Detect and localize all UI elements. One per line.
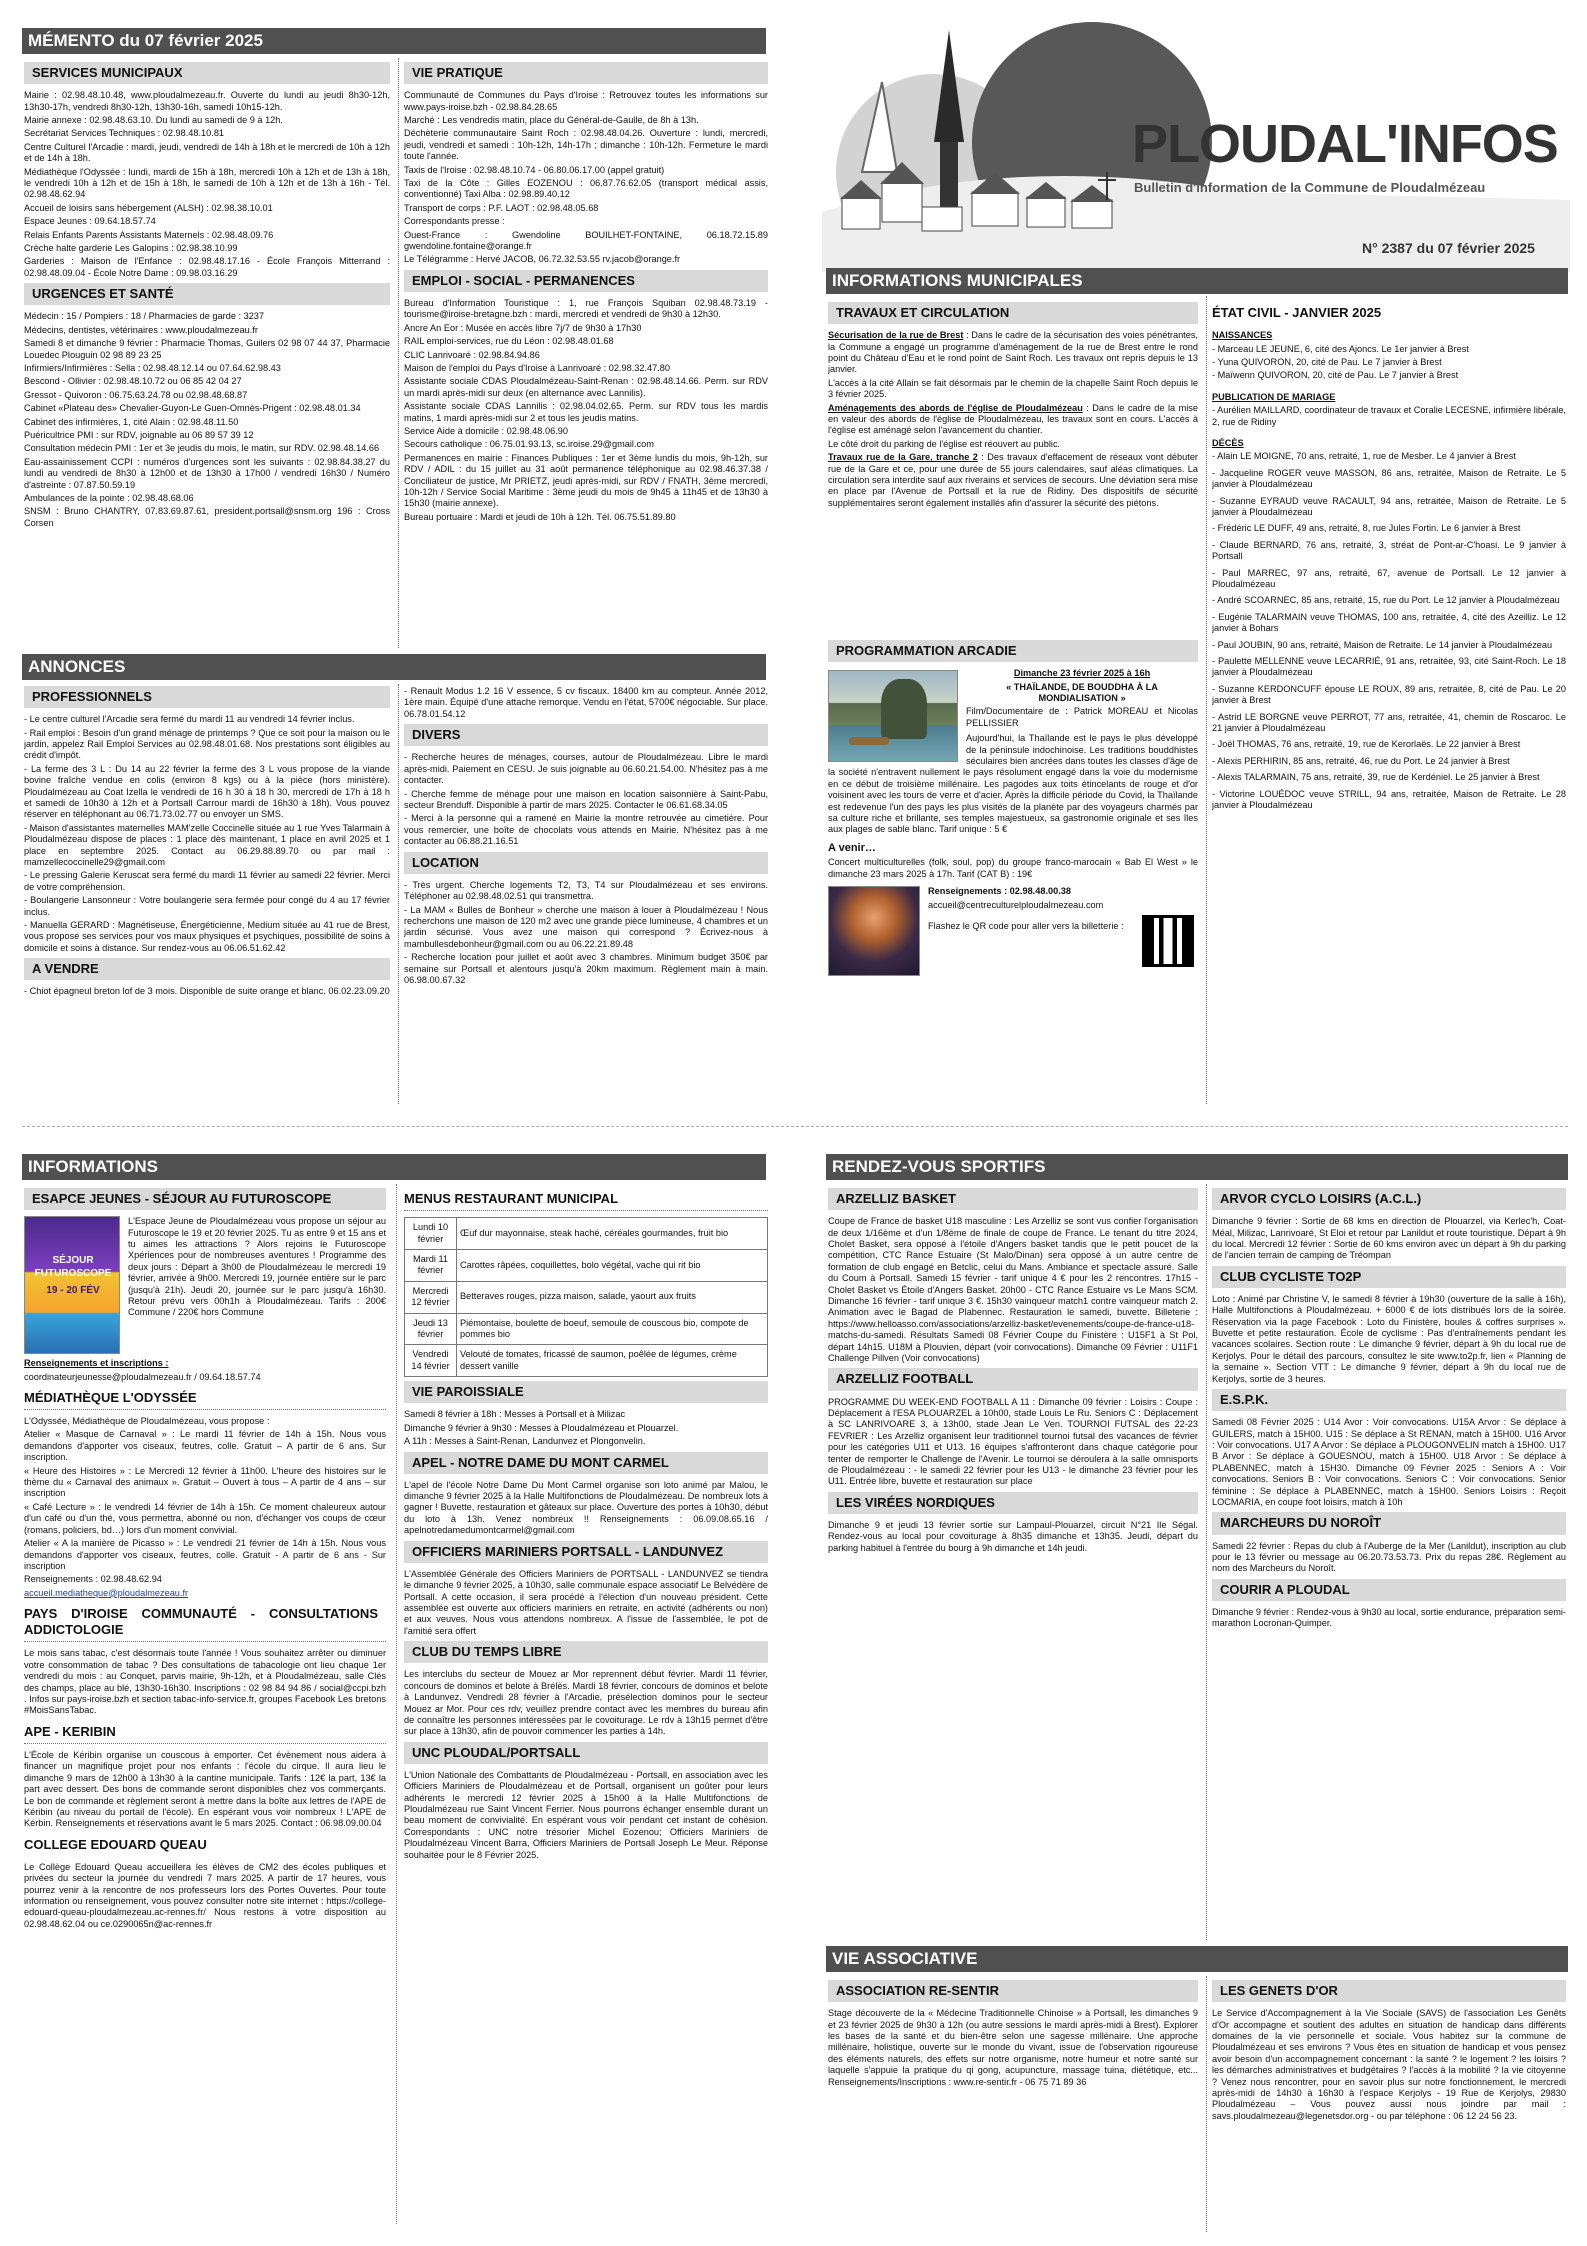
emploi-line: Permanences en mairie : Finances Publiques : 1er et 3ème lundis du mois, 9h-12h, sur RDV / ADIL : du 15 juillet au 31 août permanence téléphonique au 02.98.46.37.38 / Conciliateur de justice, Mr PRIETZ, jeudi après-midi, sur RDV / FNATH, 3ème mercredi, 10h-12h / Service Social Maritime : 3ème jeudi du mois de 9h45 à 11h45 et de 13h30 à 15h30 (mairie annexe).	[404, 452, 768, 509]
etat-civil-heading: ÉTAT CIVIL - JANVIER 2025	[1212, 305, 1382, 320]
travaux-column	[828, 298, 1198, 642]
deces-item: - André SCOARNEC, 85 ans, retraité, 15, rue du Port. Le 12 janvier à Ploudalmézeau	[1212, 595, 1560, 606]
basket-heading: ARZELLIZ BASKET	[828, 1188, 1198, 1210]
emploi-line: Maison de l'emploi du Pays d'Iroise à Lanrivoaré : 02.98.32.47.80	[404, 362, 671, 373]
courir-text: Dimanche 9 février : Rendez-vous à 9h30 au local, sortie endurance, préparation semi-marathon Locronan-Quimper.	[1212, 1606, 1566, 1629]
urgences-line: Ambulances de la pointe : 02.98.48.68.06	[24, 493, 194, 503]
pays-iroise-heading: PAYS D'IROISE COMMUNAUTÉ - CONSULTATIONS ADDICTOLOGIE	[24, 1603, 386, 1642]
resentir-heading: ASSOCIATION RE-SENTIR	[828, 1980, 1198, 2002]
arcadie-avenir: Concert multiculturelles (folk, soul, pop) du groupe franco-marocain « Bab El West » le dimanche 23 mars 2025 à 17h. Tarif (CAT B) : 19€	[828, 857, 1198, 879]
espk-heading: E.S.P.K.	[1212, 1389, 1566, 1411]
divers-heading: DIVERS	[404, 724, 768, 746]
mariniers-heading: OFFICIERS MARINIERS PORTSALL - LANDUNVEZ	[404, 1541, 768, 1563]
paroisse-line: Samedi 8 février à 18h : Messes à Portsall et à Milizac	[404, 1409, 626, 1420]
travaux-text: Le côté droit du parking de l'église est réouvert au public.	[828, 438, 1061, 449]
menu-day: Mardi 11 février	[405, 1249, 457, 1281]
courir-heading: COURIR A PLOUDAL	[1212, 1579, 1566, 1601]
infos-divider	[1206, 296, 1207, 1104]
football-heading: ARZELLIZ FOOTBALL	[828, 1368, 1198, 1390]
urgences-sante-heading: URGENCES ET SANTÉ	[24, 283, 390, 305]
mediatheque-item: « Café Lecture » : le vendredi 14 février de 14h à 15h. Ce moment chaleureux autour d'un café ou d'un thé, vous permettra, abonné ou non, d'échanger vos coups de cœur (romans, policiers, bd…) lors d'un moment convivial.	[24, 1501, 386, 1535]
informations-right-column	[404, 1184, 768, 2234]
vie-pratique-line: Taxi de la Côte : Gilles EOZENOU : 06.87.76.62.05 (transport médical assis, conventionné) Taxi Alba : 02.98.89.40.12	[404, 177, 768, 200]
table-row	[405, 1218, 768, 1250]
emploi-line: Assistante sociale CDAS Lannilis : 02.98.04.02.65. Perm. sur RDV tous les mardis matins, 1 mardi après-midi sur 2 et tous les jeudis matins.	[404, 401, 768, 423]
basket-text: Coupe de France de basket U18 masculine : Les Arzelliz se sont vus confier l'organisation de deux 1/16ème et d'un 1/8ème de finale de coupe de France. Le tenant du titre 2024, Cholet Basket, sera opposé à l'étoile d'Angers basket tandis que le petit poucet de la compétition, CTC Rance Estuaire (St Malo/Dinan) sera opposé à un autre centre de formation de club engagé en Betclic, celui du Mans. Ambiance et spectacle assuré. Salle du Coum à Portsall. Samedi 15 février - tarif unique 4 € pour les 2 rencontres. 17h15 - Cholet Basket vs Étoile d'Angers Basket. 20h00 - CTC Rance Estuaire vs Le Mans SCM. Dimanche 16 février - tarif unique 3 €. 15h30 vainqueur match1 contre vainqueur match 2. Animation avec le Bagad de Plabennec. Restauration le samedi, buvette. Billeterie : https://www.helloasso.com/associations/arzelliz-basket/evenements/coupe-de-france-u18-matchs-du-samedi. Résultats Samedi 08 Février Coupe du Finistère : U15F1 à St Pol, départ 14h15. U18M à Plouvien, départ (voir convocations). Dimanche 09 Février : U11F1 Challenge Pillven (Voir convocations)	[828, 1216, 1198, 1363]
deces-item: - Alexis PERHIRIN, 85 ans, retraité, 46, rue du Port. Le 24 janvier à Brest	[1212, 755, 1510, 766]
deces-heading: DÉCÈS	[1212, 437, 1244, 448]
emploi-line: RAIL emploi-services, rue du Léon : 02.98.48.01.68	[404, 336, 614, 347]
annonce-location-item: - Très urgent. Cherche logements T2, T3, T4 sur Ploudalmézeau et ses environs. Téléphoner au 02.98.48.02.51 qui transmettra.	[404, 879, 768, 902]
poster-title: SÉJOUR FUTUROSCOPE	[34, 1255, 112, 1279]
mediatheque-item: Atelier « Masque de Carnaval » : Le mardi 11 février de 14h à 15h. Nous vous demandons d'apporter vos ciseaux, feutres, colle. Gratuit – A partir de 6 ans. Sur inscription.	[24, 1429, 386, 1463]
location-heading: LOCATION	[404, 852, 768, 874]
annonce-divers-item: - Cherche femme de ménage pour une maison en location saisonnière à Saint-Pabu, secteur Brenduff. Disponible à partir de mars 2025. Contacter le 06.61.68.34.05	[404, 788, 768, 810]
football-text: PROGRAMME DU WEEK-END FOOTBALL A 11 : Dimanche 09 février : Loisirs : Coupe : Déplacement à l'ESA PLOUARZEL à 10h00, stade Louis Le Ru. Seniors C : Déplacement à SC LANRIVOARE 3, à 13h00, stade Jean Le Ven. TOURNOI FUTSAL des 22-23 FEVRIER : Les Arzelliz organisent leur traditionnel tournoi futsal des vacances de février pour les catégories U11 et U13. 16 équipes s'affronteront dans chaque catégorie pour tenter de remporter le Challenge de l'Avenir. Le tournoi se déroulera à la salle omnisports de Ploudalmézeau : - le samedi 22 février pour les U13 - le dimanche 23 février pour les U11. Entrée libre, buvette et restauration sur place	[828, 1396, 1198, 1487]
urgences-line: Médecin : 15 / Pompiers : 18 / Pharmacies de garde : 3237	[24, 311, 265, 322]
logo-subtitle: Bulletin d'information de la Commune de Ploudalmézeau	[1134, 180, 1486, 195]
vie-associative-divider	[1206, 1976, 1207, 2232]
services-line: Crèche halte garderie Les Galopins : 02.98.38.10.99	[24, 242, 238, 253]
annonce-vendre-item: - Renault Modus 1.2 16 V essence, 5 cv fiscaux. 18400 km au compteur. Année 2012, 1ère main. Équipé d'une attache remorque. Vendu en l'état, 5700€ négociable. Sur place. 06.78.01.54.12	[404, 686, 768, 719]
genets-column	[1212, 1976, 1566, 2238]
emploi-line: Service Aide à domicile : 02.98.48.06.90	[404, 425, 568, 436]
mediatheque-renseignements: Renseignements : 02.98.48.62.94	[24, 1574, 162, 1585]
unc-text: L'Union Nationale des Combattants de Ploudalmézeau - Portsall, en association avec les Officiers Mariniers de Ploudalmézeau et de Portsall, organisent un goûter pour leurs adhérents le mercredi 12 février 2025 à 15h00 à la Halle Multifonctions de Ploudalmézeau rue Saint Vincent Ferrier. Nous pourrons échanger ensemble durant un beau moment de convivialité. En espérant vous voir pendant cet instant de cohésion. Correspondants : UNC notre trésorier Michel Eozenou; Officiers Mariniers de Ploudalmézeau Vincent Barra, Officiers Mariniers de Portsall Joseph Le Meur. Réponse souhaitée pour le 8 Février 2025.	[404, 1769, 768, 1860]
table-row	[405, 1249, 768, 1281]
annonces-divider	[398, 684, 399, 1104]
espace-jeunes-heading: ESAPCE JEUNES - SÉJOUR AU FUTUROSCOPE	[24, 1188, 386, 1210]
genets-heading: LES GENETS D'OR	[1212, 1980, 1566, 2002]
arcadie-avenir-title: A venir…	[828, 841, 876, 854]
annonce-pro-item: - Boulangerie Lansonneur : Votre boulangerie sera fermée pour congé du 4 au 17 février inclus.	[24, 895, 390, 917]
services-line: Mairie : 02.98.48.10.48, www.ploudalmezeau.fr. Ouverte du lundi au jeudi 8h30-12h, 13h30-17h, vendredi 8h30-12h, 13h30-16h, samedi 10h15-12h.	[24, 90, 390, 112]
page-separator	[22, 1126, 1568, 1127]
naissance-item: - Marceau LE JEUNE, 6, cité des Ajoncs. Le 1er janvier à Brest	[1212, 343, 1469, 354]
deces-item: - Suzanne KERDONCUFF épouse LE ROUX, 89 ans, retraitée, 8, cité de Pau. Le 20 janvier à Brest	[1212, 683, 1566, 706]
arcadie-qr-note: Flashez le QR code pour aller vers la billetterie :	[928, 921, 1124, 932]
menu-day: Vendredi 14 février	[405, 1345, 457, 1377]
issue-number: N° 2387	[1362, 240, 1413, 256]
concert-photo	[828, 886, 920, 976]
issue-line	[1362, 240, 1535, 257]
qr-code[interactable]	[1142, 915, 1194, 967]
travaux-text: L'accès à la cité Allain se fait désormais par le chemin de la chapelle Saint Roch depuis le 3 février 2025.	[828, 377, 1198, 400]
travaux-subhead: Travaux rue de la Gare, tranche 2	[828, 452, 978, 463]
mariage-item: - Aurélien MAILLARD, coordinateur de travaux et Coralie LECESNE, infirmière libérale, 2, rue de Ridiny	[1212, 405, 1566, 427]
travaux-heading: TRAVAUX ET CIRCULATION	[828, 302, 1198, 324]
issue-date: du 07 février 2025	[1416, 240, 1535, 256]
paroisse-line: Dimanche 9 février à 9h30 : Messes à Ploudalmézeau et Plouarzel.	[404, 1422, 679, 1433]
professionnels-heading: PROFESSIONNELS	[24, 686, 390, 708]
vie-pratique-line: Communauté de Communes du Pays d'Iroise : Retrouvez toutes les informations sur www.pays-iroise.bzh - 02.98.84.28.65	[404, 90, 768, 112]
annonce-location-item: - La MAM « Bulles de Bonheur » cherche une maison à louer à Ploudalmézeau ! Nous recherchons une maison de 120 m2 avec une grande pièce lumineuse, 4 chambres et un jardin sécurisé. Vous avez une maison qui correspond ? Écrivez-nous à mambullesdebonheur@gmail.com ou au 06.22.21.89.48	[404, 904, 768, 949]
services-line: Accueil de loisirs sans hébergement (ALSH) : 02.98.38.10.01	[24, 202, 273, 213]
arcadie-event-title: « THAÏLANDE, DE BOUDDHA À LA MONDIALISATION »	[1006, 681, 1158, 703]
menu-dishes: Velouté de tomates, fricassé de saumon, poêlée de légumes, crème dessert vanille	[457, 1345, 768, 1377]
deces-item: - Paul JOUBIN, 90 ans, retraité, Maison de Retraite. Le 14 janvier à Ploudalmézeau	[1212, 639, 1553, 650]
mariniers-text: L'Assemblée Générale des Officiers Mariniers de PORTSALL - LANDUNVEZ se tiendra le dimanche 9 février 2025, à 10h30, salle communale espace associatif Le Belvédère de Portsall. A cette occasion, il sera procédé à l'élection d'un nouveau président. Cette assemblée est ouverte aux officiers mariniers en retraite, en activité (adhérents ou non) et aux veuves. Nous vous attendons nombreux. A l'issue de l'assemblée, le pot de l'amitié sera offert	[404, 1568, 768, 1636]
travaux-paragraph	[828, 330, 1198, 376]
services-line: Garderies : Maison de l'Enfance : 02.98.48.17.16 - École François Mitterrand : 02.98.48.09.04 - École Notre Dame : 09.98.03.16.29	[24, 256, 390, 278]
urgences-line: Consultation médecin PMI : 1er et 3e jeudis du mois, le matin, sur RDV. 02.98.48.14.66	[24, 443, 380, 454]
services-line: Espace Jeunes : 09.64.18.57.74	[24, 216, 156, 227]
urgences-line: Médecins, dentistes, vétérinaires : www.ploudalmezeau.fr	[24, 324, 258, 335]
deces-item: - Claude BERNARD, 76 ans, retraité, 3, stréat de Pont-ar-C'hoasi. Le 9 janvier à Portsall	[1212, 539, 1566, 562]
resentir-column	[828, 1976, 1198, 2238]
apel-text: L'apel de l'école Notre Dame Du Mont Carmel organise son loto animé par Malou, le dimanche 9 février 2025 à la Halle Multifonctions de Ploudalmézeau. De nombreux lots à gagner ! Buvette, restauration et gâteaux sur place. Ouverture des portes à 10h30, début du loto à 13h. Venez nombreux !! Renseignements : 06.09.08.65.16 / apelnotredamedumontcarmel@gmail.com	[404, 1479, 768, 1536]
services-line: Mairie annexe : 02.98.48.63.10. Du lundi au samedi de 9 à 12h.	[24, 114, 283, 125]
annonce-pro-item: - Rail emploi : Besoin d'un grand ménage de printemps ? Que ce soit pour la maison ou le jardin, appelez Rail Emploi Services au 02.98.48.01.68. Nos prestations sont éligibles au crédit d'impôt.	[24, 727, 390, 761]
informations-title-bar: INFORMATIONS	[22, 1154, 766, 1180]
travaux-text: : Dans le cadre de la mise en valeur des abords de l'église de Ploudalmézeau, les travaux sont en cours. L'accès à l'église est aménagé selon l'avancement du chantier.	[828, 402, 1198, 436]
deces-item: - Suzanne EYRAUD veuve RACAULT, 94 ans, retraitée, Maison de Retraite. Le 5 janvier à Ploudalmézeau	[1212, 495, 1566, 517]
urgences-line: SNSM : Bruno CHANTRY, 07.83.69.87.61, president.portsall@snsm.org 196 : Cross Corsen	[24, 506, 390, 528]
vie-pratique-list	[404, 90, 768, 266]
naissances-heading: NAISSANCES	[1212, 330, 1273, 341]
sport-right-column	[1212, 1184, 1566, 1940]
services-line: Médiathèque l'Odyssée : lundi, mardi de 15h à 18h, mercredi 10h à 12h et de 13h à 18h, le vendredi 10h à 12h et de 15h à 18h, le samedi de 10h à 12h et de 13h à 16h - Tél. 02.98.48.62.94	[24, 166, 390, 200]
memento-right-column	[404, 58, 768, 658]
college-heading: COLLEGE EDOUARD QUEAU	[24, 1836, 207, 1852]
vie-pratique-heading: VIE PRATIQUE	[404, 62, 768, 84]
table-row	[405, 1281, 768, 1313]
arcadie-renseignements: Renseignements : 02.98.48.00.38	[928, 886, 1071, 897]
virees-text: Dimanche 9 et jeudi 13 février sortie sur Lampaul-Plouarzel, circuit N°21 Ile Ségal. Rendez-vous au local pour covoiturage à 8h35 dimanche et 13h35. Jeudi, départ du parking habituel à l'entrée du bourg à 9h dimanche et 14h jeudi.	[828, 1519, 1198, 1553]
etat-civil-column	[1212, 298, 1566, 1108]
emploi-line: Secours catholique : 06.75.01.93.13, sc.iroise.29@gmail.com	[404, 439, 654, 450]
travaux-text: : Dans le cadre de la sécurisation des voies pénétrantes, la Commune a engagé un programme d'aménagement de la rue de Brest entre le rond point du Château d'Eau et le rond point de Saint Roch. Les travaux ont repris depuis le 13 janvier.	[828, 330, 1198, 375]
services-list	[24, 90, 390, 279]
travaux-paragraph	[828, 452, 1198, 509]
informations-divider	[396, 1184, 397, 2224]
mediatheque-item: « Heure des Histoires » : Le Mercredi 12 février à 11h00. L'heure des histoires sur le thème du « Carnaval des animaux ». Gratuit – Ouvert à tous – A partir de 4 ans – sur inscription	[24, 1465, 386, 1499]
urgences-line: Infirmiers/Infirmières : Sella : 02.98.48.12.14 ou 07.64.62.98.43	[24, 362, 281, 373]
emploi-social-heading: EMPLOI - SOCIAL - PERMANENCES	[404, 270, 768, 292]
marcheurs-text: Samedi 22 février : Repas du club à l'Auberge de la Mer (Lanildut), inscription au club pour le 13 février ou message au 06.20.73.53.73. Prix du repas 28€. Règlement au nom des Marcheurs du Noroît.	[1212, 1540, 1566, 1574]
annonces-left-column	[24, 682, 390, 1112]
emploi-line: Assistante sociale CDAS Ploudalmézeau-Saint-Renan : 02.98.48.14.66. Perm. sur RDV un mardi après-midi sur deux (en alternance avec Lannilis).	[404, 376, 768, 398]
services-municipaux-heading: SERVICES MUNICIPAUX	[24, 62, 390, 84]
annonce-pro-item: - La ferme des 3 L : Du 14 au 22 février la ferme des 3 L vous propose de la viande bovine fraîche vendue en colis (environ 8 kgs) ou à la pièce (hors ministère). Ploudalmézeau au Coat Izella le vendredi de 16 h 30 à 18 h 30, mercredi de 17h à 18 h et samedi de 10h30 à 12h et à Portsall Carrour mardi de 16h30 à 18h). Vous pouvez réserver en téléphonant au 06.71.73.02.77 ou envoyer un SMS.	[24, 763, 390, 820]
futuroscope-poster	[24, 1216, 120, 1354]
annonce-divers-item: - Recherche heures de ménages, courses, autour de Ploudalmézeau. Libre le mardi après-midi. Paiement en CESU. Je suis joignable au 06.60.21.54.00. N'hésitez pas à me contacter.	[404, 752, 768, 786]
menu-day: Mercredi 12 février	[405, 1281, 457, 1313]
deces-item: - Jacqueline ROGER veuve MASSON, 86 ans, retraitée, Maison de Retraite. Le 5 janvier à Ploudalmézeau	[1212, 467, 1566, 490]
deces-item: - Victorine LOUÉDOC veuve STRILL, 94 ans, retraitée, Maison de Retraite. Le 28 janvier à Ploudalmézeau	[1212, 788, 1566, 811]
menu-dishes: Piémontaise, boulette de boeuf, semoule de couscous bio, compote de pommes bio	[457, 1313, 768, 1345]
deces-item: - Joël THOMAS, 76 ans, retraité, 19, rue de Kerorlaës. Le 22 janvier à Brest	[1212, 739, 1521, 750]
deces-item: - Alexis TALARMAIN, 75 ans, retraité, 39, rue de Kerdéniel. Le 25 janvier à Brest	[1212, 772, 1540, 783]
annonce-divers-item: - Merci à la personne qui a ramené en Mairie la montre retrouvée au cimetière. Pour vous remercier, une boîte de chocolats vous attends en Mairie. N'hésitez pas à me contacter au 06.88.21.16.51	[404, 813, 768, 847]
annonce-pro-item: - Le centre culturel l'Arcadie sera fermé du mardi 11 au vendredi 14 février inclus.	[24, 714, 355, 725]
masthead	[822, 22, 1570, 272]
sport-title-bar: RENDEZ-VOUS SPORTIFS	[826, 1154, 1568, 1180]
college-text: Le Collège Edouard Queau accueillera les élèves de CM2 des écoles publiques et privées du secteur la journée du vendredi 7 mars 2025. A partir de 17 heures, vous pourrez venir à la rencontre de nos professeurs lors des Portes Ouvertes. Pour toute information ou renseignement, vous pouvez consulter notre site internet : https://college-edouard-queau-ploudalmezeau.ac-rennes.fr/ Nous restons à votre disposition au 02.98.48.62.04 ou ce.0290065n@ac-rennes.fr	[24, 1861, 386, 1929]
services-line: Secrétariat Services Techniques : 02.98.48.10.81	[24, 128, 225, 139]
urgences-line: Cabinet «Plateau des» Chevalier-Guyon-Le Guen-Omnès-Prigent : 02.98.48.01.34	[24, 403, 361, 414]
resentir-text: Stage découverte de la « Médecine Traditionnelle Chinoise » à Portsall, les dimanches 9 et 23 février 2025 de 9h30 à 12h (ou autre sessions le mardi après-midi à Brest). Explorer les bases de la santé et du bien-être selon une sagesse millénaire. Une approche millénaire, holistique, ouverte sur le monde du vivant, issue de l'observation rigoureuse des éléments naturels, des effets sur notre organisme, notre humeur et notre santé sur laquelle s'appuie la pratique du qi gong, acupuncture, massage tuina, diététique, etc... Renseignements/Inscriptions : www.re-sentir.fr - 06 75 71 89 36	[828, 2008, 1198, 2087]
vie-associative-title-bar: VIE ASSOCIATIVE	[826, 1946, 1568, 1972]
urgences-line: Bescond - Ollivier : 02.98.48.10.72 ou 06 85 42 04 27	[24, 376, 242, 387]
temps-libre-text: Les interclubs du secteur de Mouez ar Mor reprennent début février. Mardi 11 février, concours de dominos et belote à Brélès. Mardi 18 février, concours de dominos et belote à Landunvez. Vendredi 28 février à l'Arcadie, présélection dominos pour le secteur Mouez ar Mor. Pour ces rdv, veuillez prendre contact avec les membres du bureau afin de connaître les personnes intéressées par le covoiturage. Le rdv à 13h15 permet d'être sur place à 13h30, afin de pouvoir commencer les parties à 14h.	[404, 1669, 768, 1737]
to2p-heading: CLUB CYCLISTE TO2P	[1212, 1266, 1566, 1288]
travaux-text: : Des travaux d'effacement de réseaux vont débuter rue de la Gare et ce, pour une durée de 55 jours calendaires, sauf aléas climatiques. La circulation sera interdite sauf aux riverains et services de secours. Une déviation sera mise en place par l'Avenue de Portsall et la rue de Ridiny. Des dispositifs de sécurité supplémentaires seront également installés afin d'assurer la sécurité des piétons.	[828, 452, 1198, 508]
to2p-text: Loto : Animé par Christine V, le samedi 8 février à 19h30 (ouverture de la salle à 16h), Halle Multifonctions à Ploudalmézeau. + 6000 € de lots distribués lors de la soirée. Réservation via la page Facebook : Loto du Finistère, boules & coffres surprises ». Buvette et petite restauration. École de cyclisme : Pas d'entraînements pendant les vacances scolaires. Section route : Le dimanche 9 février, départ à 9h du local rue de Kerjolys. Pour le détail des parcours, consultez le site www.to2p.fr, lien « Planning de la semaine ». Section VTT : Le dimanche 9 février, départ à 9h du local rue de Kerjolys, sortie de 3 heures.	[1212, 1293, 1566, 1384]
travaux-paragraph	[828, 403, 1198, 437]
emploi-line: Bureau d'Information Touristique : 1, rue François Squiban 02.98.48.73.19 - tourisme@iroise-bretagne.bzh : mardi, mercredi et vendredi de 9h30 à 12h30.	[404, 297, 768, 320]
mediatheque-item: Atelier « A la manière de Picasso » : Le vendredi 21 février de 14h à 15h. Nous vous demandons d'apporter vos ciseaux, feutres, colle. Gratuit - A partir de 6 ans - Sur inscription	[24, 1538, 386, 1571]
unc-heading: UNC PLOUDAL/PORTSALL	[404, 1742, 768, 1764]
vie-pratique-line: Déchèterie communautaire Saint Roch : 02.98.48.04.26. Ouverture : lundi, mercredi, jeudi, vendredi et samedi : 10h-12h, 14h-17h ; dimanche : 10h-12h. Fermeture le mardi toute l'année.	[404, 128, 768, 162]
emploi-line: CLIC Lanrivoaré : 02.98.84.94.86	[404, 349, 540, 360]
memento-title-bar: MÉMENTO du 07 février 2025	[22, 28, 766, 54]
services-line: Centre Culturel l'Arcadie : mardi, jeudi, vendredi de 14h à 18h et le mercredi de 10h à 12h et de 14h à 18h.	[24, 141, 390, 164]
table-row	[405, 1313, 768, 1345]
a-vendre-heading: A VENDRE	[24, 958, 390, 980]
services-line: Relais Enfants Parents Assistants Maternels : 02.98.48.09.76	[24, 229, 274, 240]
vie-pratique-line: Ouest-France : Gwendoline BOUILHET-FONTAINE, 06.18.72.15.89 gwendoline.fontaine@orange.fr	[404, 229, 768, 251]
memento-left-column	[24, 58, 390, 658]
annonce-pro-item: - Le pressing Galerie Keruscat sera fermé du mardi 11 février au samedi 22 février. Merci de votre compréhension.	[24, 870, 390, 892]
menu-dishes: Carottes râpées, coquillettes, bolo végétal, vache qui rit bio	[457, 1249, 768, 1281]
arcadie-email[interactable]: accueil@centreculturelploudalmezeau.com	[928, 899, 1104, 910]
annonce-pro-item: - Maison d'assistantes maternelles MAM'zelle Coccinelle située au 1 rue Yves Talarmain à Ploudalmézeau dispose de places : 1 place dès maintenant, 1 place en avril 2025 et 1 place en septembre 2025. Contact au 06.29.88.89.70 ou par mail : mamzellecoccinelle29@gmail.com	[24, 822, 390, 867]
apel-heading: APEL - NOTRE DAME DU MONT CARMEL	[404, 1452, 768, 1474]
annonces-title-bar: ANNONCES	[22, 654, 766, 680]
arcadie-column	[828, 636, 1198, 1106]
travaux-subhead: Sécurisation de la rue de Brest	[828, 330, 964, 341]
menu-day: Lundi 10 février	[405, 1218, 457, 1250]
emploi-line: Ancre An Eor : Musée en accès libre 7j/7 de 9h30 à 17h30	[404, 322, 642, 333]
vie-pratique-line: Correspondants presse :	[404, 216, 505, 227]
urgences-line: Samedi 8 et dimanche 9 février : Pharmacie Thomas, Guilers 02 98 07 44 37, Pharmacie Louedec Plouguin 02 98 89 23 25	[24, 338, 390, 360]
arcadie-event-meta: Film/Documentaire de : Patrick MOREAU et Nicolas PELLISSIER	[966, 706, 1198, 728]
informations-left-column	[24, 1184, 386, 2234]
deces-item: - Paulette MELLENNE veuve LECARRIÉ, 91 ans, retraitée, 93, cité Saint-Roch. Le 18 janvier à Ploudalmézeau	[1212, 656, 1566, 678]
vie-paroissiale-heading: VIE PAROISSIALE	[404, 1381, 768, 1403]
mediatheque-email[interactable]: accueil.mediatheque@ploudalmezeau.fr	[24, 1587, 189, 1598]
vie-pratique-line: Taxis de l'Iroise : 02.98.48.10.74 - 06.80.06.17.00 (appel gratuit)	[404, 164, 665, 175]
emploi-list	[404, 298, 768, 523]
genets-text: Le Service d'Accompagnement à la Vie Sociale (SAVS) de l'association Les Genêts d'Or accompagne et soutient des adultes en situation de handicap dans différents domaines de la vie personnelle et sociale. Vous habitez sur la commune de Ploudalmézeau et ses environs ? Vous êtes en situation de handicap et vous pensez avoir besoin d'un accompagnement concernant : la santé ? le logement ? les loisirs ? les démarches administratives et budgétaires ? l'accès à la mobilité ? la vie citoyenne ? Venez nous rencontrer, pour en savoir plus sur notre fonctionnement, le mercredi après-midi de 14h30 à 16h30 à l'espace Kerjolys - 19 Rue de Kerjolys, 29830 Ploudalmézeau – Vous pouvez aussi nous joindre par mail : savs.ploudalmezeau@legenetsdor.org - ou par téléphone : 06 12 24 56 23.	[1212, 2008, 1566, 2121]
table-row	[405, 1345, 768, 1377]
espace-jeunes-text: L'Espace Jeune de Ploudalmézeau vous propose un séjour au Futuroscope le 19 et 20 février 2025. Tu as entre 9 et 15 ans et tu aimes les attractions ? Alors rejoins le Futuroscope Xpériences pour de nombreuses aventures ! Programme des deux jours : Départ à 3h00 de Ploudalmézeau le mercredi 19 février, arrivée à 9h00. Mercredi 19, journée entière sur le parc (jusqu'à 21h). Jeudi 20, journée sur le parc jusqu'à 16h30. Retour prévu vers 00h1h à Ploudalmézeau. Tarifs : 200€ Commune / 220€ hors Commune	[128, 1216, 386, 1318]
sport-left-column	[828, 1184, 1198, 1940]
naissance-item: - Maïwenn QUIVORON, 20, cité de Pau. Le 7 janvier à Brest	[1212, 370, 1459, 381]
urgences-line: Eau-assainissement CCPI : numéros d'urgences sont les suivants : 02.98.84.38.27 du lundi au vendredi de 8h30 à 12h00 et de 13h30 à 17h00 / vendredi 16h30 / Numéro d'astreinte : 07.87.50.59.19	[24, 456, 390, 490]
logo-title: PLOUDAL'INFOS	[1132, 114, 1558, 174]
ape-heading: APE - KERIBIN	[24, 1721, 386, 1744]
travaux-subhead: Aménagements des abords de l'église de Ploudalmézeau	[828, 402, 1083, 413]
deces-item: - Alain LE MOIGNE, 70 ans, retraité, 1, rue de Mesber. Le 4 janvier à Brest	[1212, 451, 1516, 462]
menus-heading: MENUS RESTAURANT MUNICIPAL	[404, 1188, 768, 1211]
temps-libre-heading: CLUB DU TEMPS LIBRE	[404, 1641, 768, 1663]
naissance-item: - Yuna QUIVORON, 20, cité de Pau. Le 7 janvier à Brest	[1212, 356, 1442, 367]
poster-dates: 19 - 20 FÉV	[46, 1285, 100, 1297]
sport-divider	[1206, 1184, 1207, 1940]
deces-item: - Astrid LE BORGNE veuve PERROT, 77 ans, retraitée, 41, chemin de Roscaroc. Le 21 janvier à Ploudalmézeau	[1212, 711, 1566, 734]
vie-pratique-line: Transport de corps : P.F. LAOT : 02.98.48.05.68	[404, 202, 599, 213]
pays-iroise-text: Le mois sans tabac, c'est désormais toute l'année ! Vous souhaitez arrêter ou diminuer votre consommation de tabac ? Des consultations de tabacologie ont lieu chaque 1er vendredi du mois : au Conquet, parvis mairie, 9h-12h, et à Ploudalmézeau, salle Clés des champs, place au blé, 13h30-16h30. Inscriptions : 02 98 84 94 86 / social@ccpi.bzh . Infos sur pays-iroise.bzh et section tabac-info-service.fr, groupes Facebook Les bretons #MoisSansTabac.	[24, 1648, 386, 1716]
arcadie-heading: PROGRAMMATION ARCADIE	[828, 640, 1198, 662]
infos-municipales-title-bar: INFORMATIONS MUNICIPALES	[826, 268, 1568, 294]
deces-item: - Frédéric LE DUFF, 49 ans, retraité, 8, rue Jules Fortin. Le 6 janvier à Brest	[1212, 523, 1521, 534]
espk-text: Samedi 08 Février 2025 : U14 Avor : Voir convocations. U15A Arvor : Se déplace à GUILERS, match à 15H00. U15 : Se déplace à St RENAN, match à 15H00. U16 Arvor : Voir convocations. U17 A Arvor : Se déplace à PLOUGONVELIN match à 15H00. U17 B Arvor : Se déplace à GOUESNOU, match à 15H00. U18 Arvor : Se déplace à PLABENNEC, match à 15H30. Dimanche 09 Février 2025 : Seniors A : Voir convocations. Seniors B : Voir convocations. Seniors C : Voir convocations. Senior féminine : Se déplace à PLABENNEC, match à 15H00. Seniors Loisirs : Reçoit LOCMARIA, en coupe foot loisirs, match à 10h	[1212, 1417, 1566, 1508]
vie-pratique-line: Marché : Les vendredis matin, place du Général-de-Gaulle, de 8h à 13h.	[404, 114, 699, 125]
menu-dishes: Betteraves rouges, pizza maison, salade, yaourt aux fruits	[457, 1281, 768, 1313]
deces-item: - Eugénie TALARMAIN veuve THOMAS, 100 ans, retraitée, 4, cité des Azeilliz. Le 12 janvier à Bohars	[1212, 611, 1566, 634]
ape-text: L'École de Kéribin organise un couscous à emporter. Cet évènement nous aidera à financer un magnifique projet pour nos enfants : l'école du cirque. Il aura lieu le dimanche 9 mars de 12h00 à 13h30 à la cantine municipale. Tarifs : 12€ la part, 13€ la part avec dessert. Des bons de commande seront disponibles chez vos commerçants. Le bon de commande et règlement seront à mettre dans la boîte aux lettres de l'APE de Kéribin (au niveau du portail de l'école). En espérant vous voir nombreux ! L'APE de Kérbin. Renseignements et réservations avant le 5 mars 2025. Contact : 06.98.09.00.04	[24, 1749, 386, 1829]
virees-heading: LES VIRÉES NORDIQUES	[828, 1492, 1198, 1514]
arcadie-text: Aujourd'hui, la Thaïlande est le pays le plus développé de la péninsule indochinoise. Les traditions bouddhistes séculaires bien ancrées dans toutes les classes d'âge de la société n'entravent nullement le pays résolument engagé dans la voie du modernisme en ce début de troisième millénaire. Les pagodes aux toits étincelants de rouge et d'or voisinent avec les tours de verre et d'acier. Après la difficile période du Covid, la Thaïlande est redevenue l'un des pays les plus visités de la planète par des voyageurs charmés par sa culture riche et brillante, ses temples majestueux, sa gastronomie originale et ses îles aux plages de sable blanc. Tarif unique : 5 €	[828, 733, 1198, 835]
cyclo-text: Dimanche 9 février : Sortie de 68 kms en direction de Plouarzel, via Kerlec'h, Coat-Méal, Milizac, Lanrivoaré, St Eloi et retour par Lanildut et route touristique. Départ à 9h du local. Mercredi 12 février : Sortie de 60 kms environ avec un départ à 9h du parking de l'ancien terrain de camping de Tréompan	[1212, 1216, 1566, 1261]
menu-dishes: Œuf dur mayonnaise, steak haché, céréales gourmandes, fruit bio	[457, 1218, 768, 1250]
marcheurs-heading: MARCHEURS DU NOROÎT	[1212, 1512, 1566, 1534]
mediatheque-heading: MÉDIATHÈQUE L'ODYSSÉE	[24, 1387, 386, 1410]
deces-item: - Paul MARREC, 97 ans, retraité, 67, avenue de Portsall. Le 12 janvier à Ploudalmézeau	[1212, 567, 1566, 590]
vie-pratique-line: Le Télégramme : Hervé JACOB, 06.72.32.53.55 rv.jacob@orange.fr	[404, 254, 681, 265]
annonce-pro-item: - Manuella GERARD : Magnétiseuse, Énergéticienne, Medium située au 41 rue de Brest, vous propose ses services pour vos maux physiques et psychiques, possibilité de soins à domicile et soins à distance. Sur rendez-vous au 06.06.51.62.42	[24, 920, 390, 953]
arcadie-event-date: Dimanche 23 février 2025 à 16h	[1013, 668, 1151, 679]
urgences-line: Cabinet des infirmières, 1, cité Alain : 02.98.48.11.50	[24, 416, 239, 427]
annonces-right-column	[404, 686, 768, 1112]
annonce-location-item: - Recherche location pour juillet et août avec 3 chambres. Minimum budget 350€ par semaine sur Portsall et alentours jusqu'à 20km maximum. Règlement main à main. 06.98.00.67.32	[404, 952, 768, 985]
menu-day: Jeudi 13 février	[405, 1313, 457, 1345]
menu-table	[404, 1217, 768, 1377]
mariage-heading: PUBLICATION DE MARIAGE	[1212, 391, 1336, 402]
annonce-vendre-item: - Chiot épagneul breton lof de 3 mois. Disponible de suite orange et blanc. 06.02.23.09.20	[24, 986, 390, 997]
memento-divider	[398, 58, 399, 648]
emploi-line: Bureau portuaire : Mardi et jeudi de 10h à 12h. Tél. 06.75.51.89.80	[404, 511, 676, 522]
paroisse-line: A 11h : Messes à Saint-Renan, Landunvez et Plongonvelin.	[404, 1436, 646, 1447]
espace-jeunes-renseignements: Renseignements et inscriptions :	[24, 1358, 169, 1369]
cyclo-heading: ARVOR CYCLO LOISIRS (A.C.L.)	[1212, 1188, 1566, 1210]
espace-jeunes-contact: coordinateurjeunesse@ploudalmezeau.fr / 09.64.18.57.74	[24, 1371, 261, 1382]
thailand-photo	[828, 670, 958, 762]
urgences-line: Gressot - Quivoron : 06.75.63.24.78 ou 02.98.48.68.87	[24, 389, 248, 400]
mediatheque-intro: L'Odyssée, Médiathèque de Ploudalmézeau, vous propose :	[24, 1416, 270, 1427]
urgences-line: Puéricultrice PMI : sur RDV, joignable au 06 89 57 39 12	[24, 429, 254, 440]
urgences-list	[24, 311, 390, 529]
